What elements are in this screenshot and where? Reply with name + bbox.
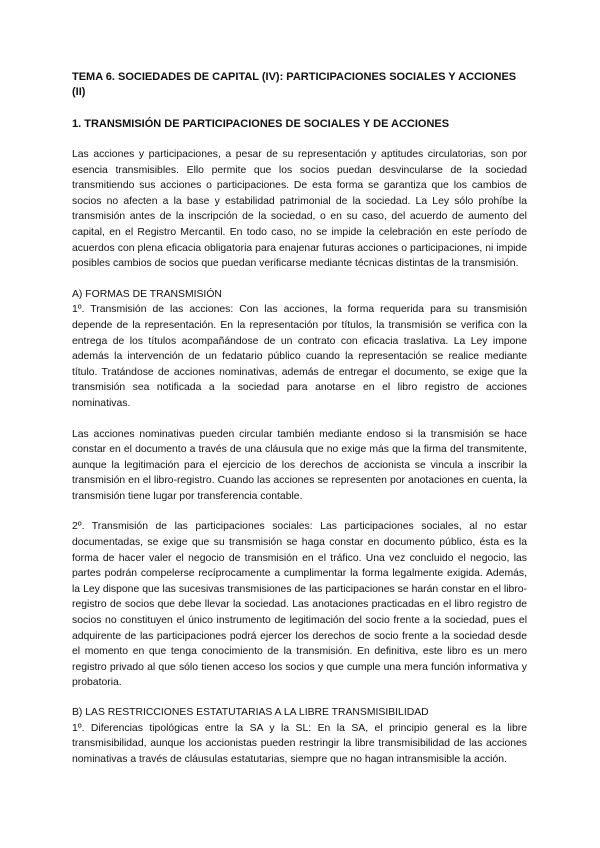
paragraph-diferencias-tipologicas: 1º. Diferencias tipológicas entre la SA y la SL: En la SA, el principio general es la libre transmisibilidad, aunque los accionistas pueden restringir la libre transmisibilidad de las acciones nominativas a través de cláusulas estatutarias, siempre que no hagan intransmisible la acción. [72,722,527,765]
intro-paragraph: Las acciones y participaciones, a pesar de su representación y aptitudes circulatorias, son por esencia transmisibles. Ello permite que los socios puedan desvincularse de la sociedad transmitiendo sus acciones o participaciones. De esta forma se garantiza que los cambios de socios no afecten a la base y estabilidad patrimonial de la sociedad. La Ley sólo prohíbe la transmisión antes de la inscripción de la sociedad, o en su caso, del acuerdo de aumento del capital, en el Registro Mercantil. En todo caso, no se impide la celebración en este período de acuerdos con plena eficacia obligatoria para enajenar futuras acciones o participaciones, ni impide posibles cambios de socios que puedan verificarse mediante técnicas distintas de la transmisión. [72,149,527,270]
paragraph-transmision-acciones: 1º. Transmisión de las acciones: Con las acciones, la forma requerida para su transmisión depende de la representación. En la representación por títulos, la transmisión se verifica con la entrega de los títulos acompañándose de un contrato con eficacia traslativa. La Ley impone además la intervención de un fedatario público cuando la representación se realice mediante título. Tratándose de acciones nominativas, además de entregar el documento, se exige que la transmisión sea notificada a la sociedad para anotarse en el libro registro de acciones nominativas. [72,304,527,409]
document-body [72,70,527,767]
paragraph-transmision-participaciones: 2º. Transmisión de las participaciones sociales: Las participaciones sociales, al no estar documentadas, se exige que su transmisión se haga constar en documento público, ésta es la forma de hacer valer el negocio de transmisión en el tráfico. Una vez concluido el negocio, las partes podrán compelerse recíprocamente a cumplimentar la forma legalmente exigida. Además, la Ley dispone que las sucesivas transmisiones de las participaciones se harán constar en el libro-registro de socios que debe llevar la sociedad. Las anotaciones practicadas en el libro registro de socios no constituyen el único instrumento de legitimación del socio frente a la sociedad, pues el adquirente de las participaciones podrá ejercer los derechos de socio frente a la sociedad desde el momento en que tenga conocimiento de la transmisión. En definitiva, este libro es un mero registro privado al que sólo tienen acceso los socios y que cumple una mera función informativa y probatoria. [72,521,527,689]
document-title: TEMA 6. SOCIEDADES DE CAPITAL (IV): PARTICIPACIONES SOCIALES Y ACCIONES (II) [72,71,517,98]
paragraph-endoso: Las acciones nominativas pueden circular también mediante endoso si la transmisión se hace constar en el documento a través de una cláusula que no exige más que la firma del transmitente, aunque la legitimación para el ejercicio de los derechos de accionista se vincula a inscribir la transmisión en el libro-registro. Cuando las acciones se representen por anotaciones en cuenta, la transmisión tiene lugar por transferencia contable. [72,428,527,502]
heading-formas-transmision: A) FORMAS DE TRANSMISIÓN [72,288,222,300]
heading-restricciones: B) LAS RESTRICCIONES ESTATUTARIAS A LA LIBRE TRANSMISIBILIDAD [72,707,429,718]
section-title: 1. TRANSMISIÓN DE PARTICIPACIONES DE SOCIALES Y DE ACCIONES [72,118,450,130]
